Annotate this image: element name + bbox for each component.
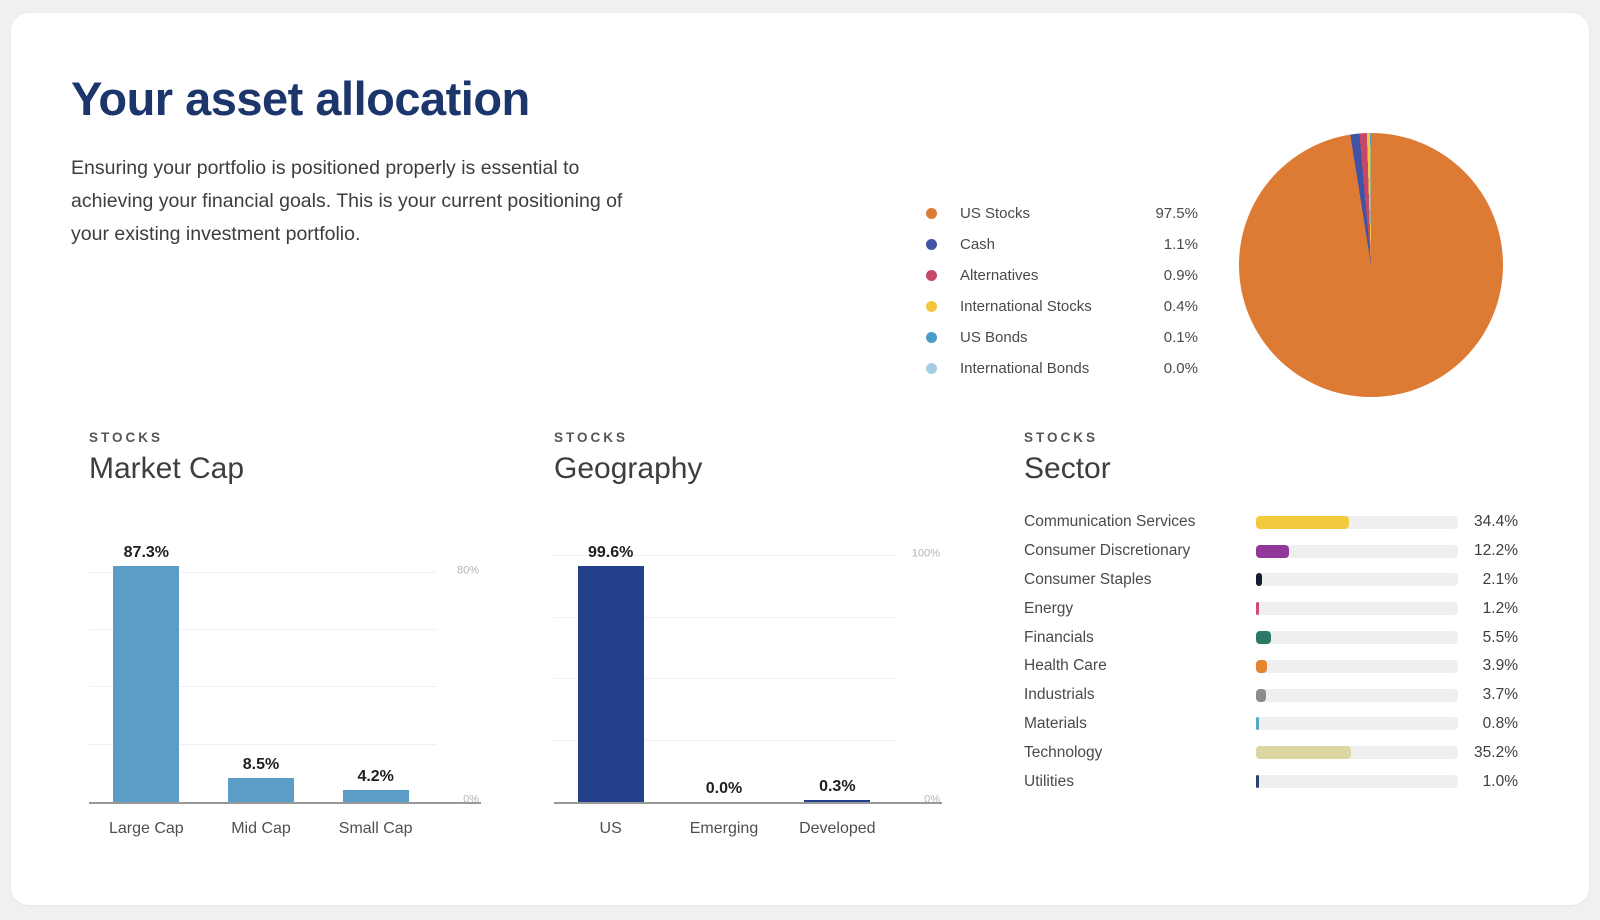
sector-bar-fill <box>1256 746 1351 759</box>
sector-bar-fill <box>1256 717 1259 730</box>
legend-value: 0.9% <box>1163 267 1198 284</box>
sector-bar-fill <box>1256 660 1267 673</box>
legend-value: 0.1% <box>1163 329 1198 346</box>
sector-bar-track <box>1256 516 1458 529</box>
section-eyebrow: STOCKS <box>554 430 629 445</box>
bar-value-label: 0.0% <box>705 780 743 797</box>
sector-bar-track <box>1256 545 1458 558</box>
category-label: Small Cap <box>338 820 413 837</box>
sector-row <box>1024 508 1518 537</box>
sector-bar-fill <box>1256 775 1259 788</box>
bar-group <box>89 544 204 802</box>
sector-label: Consumer Discretionary <box>1024 542 1191 560</box>
section-eyebrow: STOCKS <box>89 430 164 445</box>
bar-large-cap <box>113 566 179 802</box>
sector-label: Health Care <box>1024 657 1107 675</box>
sector-bar-track <box>1256 602 1458 615</box>
sector-label: Industrials <box>1024 686 1095 704</box>
legend-item <box>926 296 1198 317</box>
allocation-legend <box>926 203 1198 389</box>
plot-area <box>554 544 942 804</box>
sector-value: 3.7% <box>1482 686 1518 704</box>
bar-group <box>667 544 780 802</box>
page-description: Ensuring your portfolio is positioned properly is essential to achieving your financial goals. This is your current positioning of your existing investment portfolio. <box>71 156 623 245</box>
sector-row <box>1024 623 1518 652</box>
legend-label: US Stocks <box>960 205 1031 222</box>
axis-tick-label: 80% <box>456 564 479 577</box>
sector-bar-fill <box>1256 689 1266 702</box>
bar-group <box>781 544 894 802</box>
bar-group <box>554 544 667 802</box>
bar-group <box>204 544 319 802</box>
sector-value: 0.8% <box>1482 714 1518 732</box>
sector-value: 3.9% <box>1482 657 1518 675</box>
bar-value-label: 99.6% <box>587 544 634 561</box>
market-cap-section <box>89 430 481 838</box>
section-title: Market Cap <box>89 452 245 485</box>
section-title: Sector <box>1024 452 1111 485</box>
legend-item <box>926 234 1198 255</box>
legend-item <box>926 358 1198 379</box>
sector-bar-fill <box>1256 545 1289 558</box>
bar-value-label: 8.5% <box>242 755 280 773</box>
sector-label: Communication Services <box>1024 513 1196 531</box>
sector-bar-fill <box>1256 573 1262 586</box>
category-labels <box>89 820 481 838</box>
sector-label: Technology <box>1024 743 1103 761</box>
sector-bar-fill <box>1256 516 1349 529</box>
legend-dot-icon <box>926 270 937 281</box>
legend-value: 0.4% <box>1163 298 1198 315</box>
sector-label: Utilities <box>1024 772 1074 790</box>
sector-value: 35.2% <box>1474 743 1518 761</box>
sector-bar-track <box>1256 746 1458 759</box>
bar-small-cap <box>343 790 409 802</box>
section-title: Geography <box>554 452 703 485</box>
legend-label: Alternatives <box>960 267 1039 284</box>
sector-bar-track <box>1256 631 1458 644</box>
legend-item <box>926 327 1198 348</box>
sector-bar-track <box>1256 573 1458 586</box>
category-labels <box>554 820 942 838</box>
sector-value: 34.4% <box>1474 513 1518 531</box>
sector-label: Financials <box>1024 628 1094 646</box>
bars-row <box>89 544 433 802</box>
sector-value: 12.2% <box>1474 542 1518 560</box>
sector-row <box>1024 710 1518 739</box>
legend-dot-icon <box>926 332 937 343</box>
sector-value: 1.2% <box>1482 599 1518 617</box>
legend-item <box>926 203 1198 224</box>
legend-label: US Bonds <box>960 329 1028 346</box>
sector-value: 1.0% <box>1482 772 1518 790</box>
page-title: Your asset allocation <box>71 72 530 125</box>
geography-chart <box>554 544 942 838</box>
legend-label: International Bonds <box>960 360 1090 377</box>
allocation-pie <box>1239 133 1503 397</box>
sector-row <box>1024 566 1518 595</box>
sector-row <box>1024 652 1518 681</box>
section-eyebrow: STOCKS <box>1024 430 1099 445</box>
legend-dot-icon <box>926 208 937 219</box>
sector-bar-fill <box>1256 602 1259 615</box>
sector-label: Materials <box>1024 714 1087 732</box>
bar-value-label: 4.2% <box>357 767 394 785</box>
legend-value: 97.5% <box>1155 205 1198 222</box>
bar-us <box>578 566 644 802</box>
market-cap-chart <box>89 544 481 838</box>
sector-row <box>1024 681 1518 710</box>
category-label: Developed <box>799 820 876 837</box>
sector-section <box>1024 430 1518 838</box>
intro-block <box>71 73 631 251</box>
category-label: Mid Cap <box>231 820 291 837</box>
axis-tick-label: 100% <box>911 547 940 560</box>
sector-value: 2.1% <box>1482 570 1518 588</box>
sector-bar-track <box>1256 775 1458 788</box>
plot-area <box>89 544 481 804</box>
legend-value: 0.0% <box>1163 360 1198 377</box>
category-label: US <box>599 820 622 837</box>
stocks-sections <box>89 430 1518 838</box>
sector-bar-track <box>1256 717 1458 730</box>
bar-mid-cap <box>228 778 294 802</box>
sector-label: Energy <box>1024 599 1074 617</box>
sector-row <box>1024 537 1518 566</box>
bar-group <box>318 544 433 802</box>
legend-dot-icon <box>926 301 937 312</box>
legend-dot-icon <box>926 239 937 250</box>
bar-value-label: 87.3% <box>123 544 170 561</box>
geography-section <box>554 430 942 838</box>
sector-row <box>1024 594 1518 623</box>
sector-label: Consumer Staples <box>1024 570 1152 588</box>
bars-row <box>554 544 894 802</box>
sector-bar-fill <box>1256 631 1271 644</box>
sector-chart <box>1024 508 1518 796</box>
sector-bar-track <box>1256 660 1458 673</box>
legend-item <box>926 265 1198 286</box>
legend-label: Cash <box>960 236 996 253</box>
bar-value-label: 0.3% <box>819 778 856 795</box>
sector-row <box>1024 738 1518 767</box>
axis-tick-label: 0% <box>924 793 940 806</box>
sector-bar-track <box>1256 689 1458 702</box>
legend-value: 1.1% <box>1163 236 1198 253</box>
legend-dot-icon <box>926 363 937 374</box>
category-label: Large Cap <box>108 820 184 837</box>
bar-developed <box>804 800 870 802</box>
report-card <box>11 13 1589 905</box>
legend-label: International Stocks <box>960 298 1092 315</box>
category-label: Emerging <box>689 820 759 837</box>
axis-tick-label: 0% <box>463 793 479 806</box>
sector-row <box>1024 767 1518 796</box>
sector-value: 5.5% <box>1482 628 1518 646</box>
